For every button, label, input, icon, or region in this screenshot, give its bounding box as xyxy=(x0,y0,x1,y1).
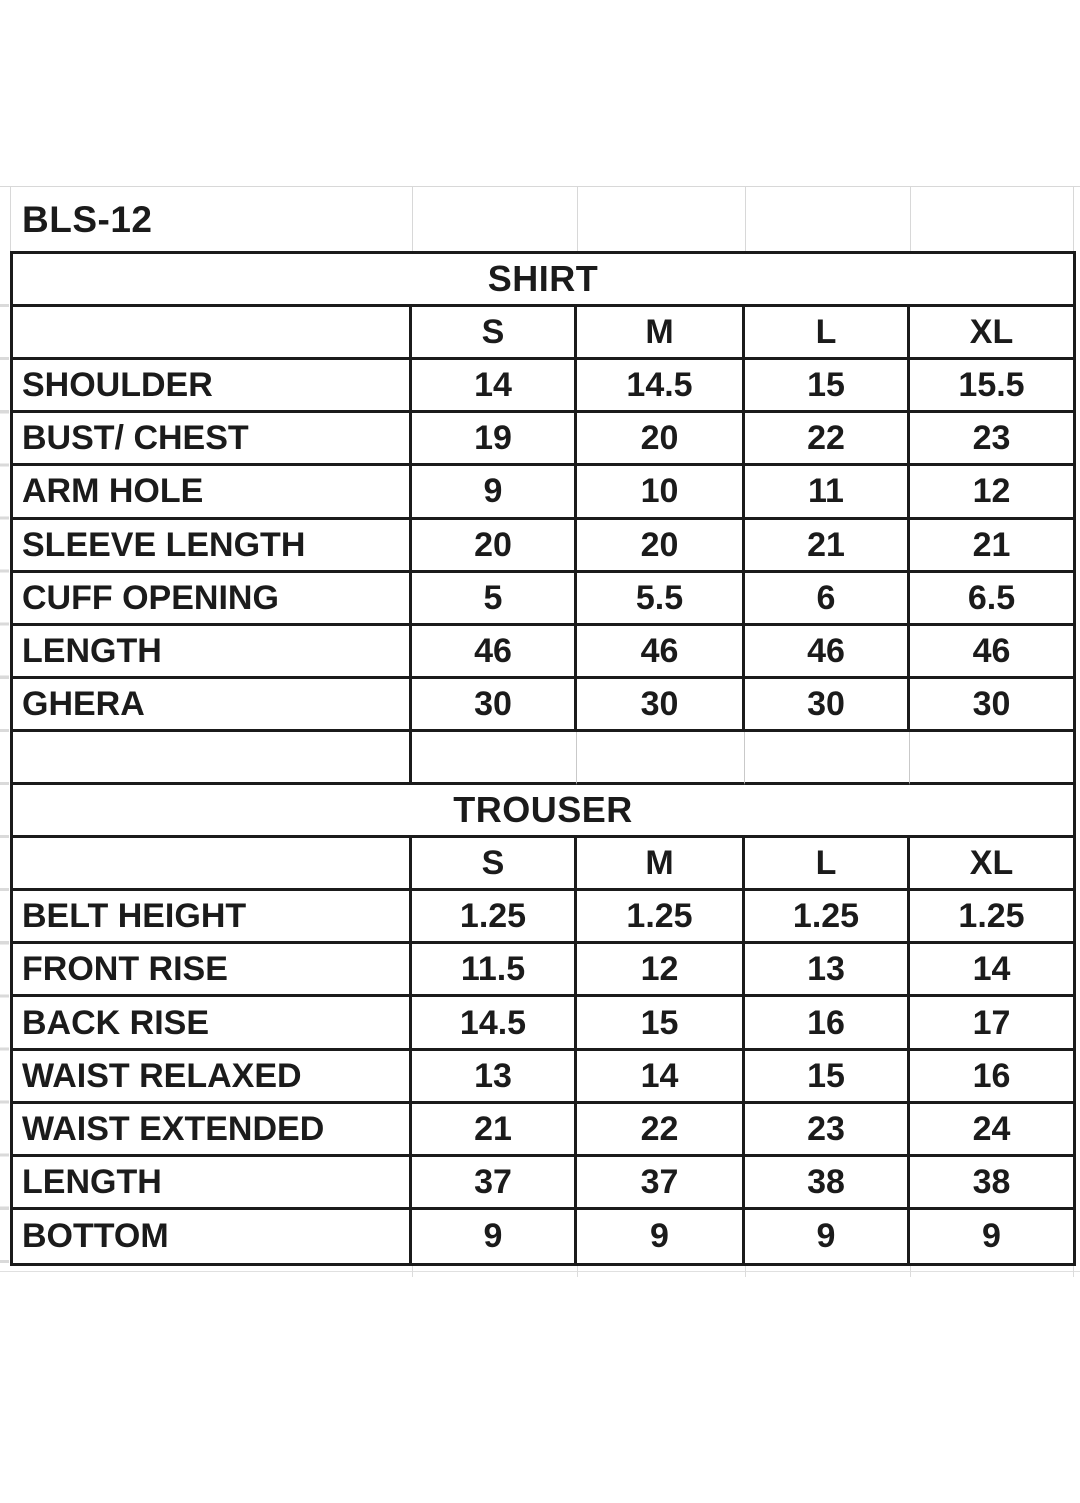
row-label: GHERA xyxy=(13,679,412,732)
size-value: 6 xyxy=(745,573,910,626)
size-value: 1.25 xyxy=(412,891,577,944)
row-label: BACK RISE xyxy=(13,997,412,1050)
row-label: CUFF OPENING xyxy=(13,573,412,626)
size-value: 30 xyxy=(412,679,577,732)
faint-gridline-stub xyxy=(1073,1266,1074,1277)
spacer-cell xyxy=(412,732,577,785)
size-header-s: S xyxy=(412,307,577,360)
size-header-l: L xyxy=(745,307,910,360)
size-value: 11.5 xyxy=(412,944,577,997)
item-code-label: BLS-12 xyxy=(22,199,153,240)
size-header-empty-cell xyxy=(13,838,412,891)
spacer-cell xyxy=(13,732,412,785)
size-value: 46 xyxy=(577,626,745,679)
size-value: 37 xyxy=(577,1157,745,1210)
size-value: 13 xyxy=(745,944,910,997)
size-header-xl: XL xyxy=(910,307,1073,360)
size-value: 24 xyxy=(910,1104,1073,1157)
row-label: SLEEVE LENGTH xyxy=(13,520,412,573)
spacer-cell xyxy=(910,732,1073,785)
size-value: 14.5 xyxy=(412,997,577,1050)
size-value: 12 xyxy=(577,944,745,997)
size-value: 20 xyxy=(577,413,745,466)
row-label: WAIST RELAXED xyxy=(13,1051,412,1104)
size-value: 5 xyxy=(412,573,577,626)
faint-gridline-vertical xyxy=(1073,186,1074,252)
size-value: 21 xyxy=(910,520,1073,573)
row-label: ARM HOLE xyxy=(13,466,412,519)
size-value: 9 xyxy=(412,466,577,519)
size-value: 22 xyxy=(745,413,910,466)
faint-gridline-vertical xyxy=(412,186,413,252)
size-value: 9 xyxy=(412,1210,577,1263)
size-value: 20 xyxy=(412,520,577,573)
row-label: LENGTH xyxy=(13,1157,412,1210)
size-value: 1.25 xyxy=(577,891,745,944)
size-value: 21 xyxy=(745,520,910,573)
size-value: 38 xyxy=(745,1157,910,1210)
size-value: 15 xyxy=(745,1051,910,1104)
size-value: 20 xyxy=(577,520,745,573)
size-value: 14.5 xyxy=(577,360,745,413)
size-value: 9 xyxy=(982,1217,1001,1256)
faint-gridline-vertical xyxy=(577,186,578,252)
size-value: 17 xyxy=(910,997,1073,1050)
size-value: 38 xyxy=(910,1157,1073,1210)
faint-gridline-horizontal xyxy=(0,1271,1080,1272)
size-value: 6.5 xyxy=(910,573,1073,626)
row-label: BOTTOM xyxy=(13,1210,412,1263)
size-value: 13 xyxy=(412,1051,577,1104)
size-value: 5.5 xyxy=(577,573,745,626)
size-header-s: S xyxy=(412,838,577,891)
row-label: BUST/ CHEST xyxy=(13,413,412,466)
size-chart-table xyxy=(10,251,1076,1266)
spacer-cell xyxy=(745,732,910,785)
size-header-l: L xyxy=(745,838,910,891)
shirt-section-title: SHIRT xyxy=(13,254,1073,307)
size-header-m: M xyxy=(577,838,745,891)
row-label: LENGTH xyxy=(13,626,412,679)
size-value: 11 xyxy=(745,466,910,519)
row-label: SHOULDER xyxy=(13,360,412,413)
size-value: 15 xyxy=(745,360,910,413)
size-value: 19 xyxy=(412,413,577,466)
size-value: 30 xyxy=(910,679,1073,732)
faint-gridline-horizontal xyxy=(0,186,1080,187)
faint-gridline-stub xyxy=(745,1266,746,1277)
row-gridline-ticks xyxy=(0,254,9,1263)
size-value: 16 xyxy=(910,1051,1073,1104)
size-value: 46 xyxy=(745,626,910,679)
size-value: 23 xyxy=(745,1104,910,1157)
size-value: 30 xyxy=(577,679,745,732)
size-value: 1.25 xyxy=(745,891,910,944)
size-value: 16 xyxy=(745,997,910,1050)
size-value: 14 xyxy=(577,1051,745,1104)
size-value: 23 xyxy=(910,413,1073,466)
spacer-cell xyxy=(577,732,745,785)
size-value: 46 xyxy=(412,626,577,679)
size-value: 10 xyxy=(577,466,745,519)
faint-gridline-stub xyxy=(412,1266,413,1277)
size-value: 9 xyxy=(577,1210,745,1263)
size-value: 22 xyxy=(577,1104,745,1157)
size-header-empty-cell xyxy=(13,307,412,360)
faint-gridline-vertical xyxy=(910,186,911,252)
size-value: 37 xyxy=(412,1157,577,1210)
trouser-section-title: TROUSER xyxy=(13,785,1073,838)
size-value: 9 xyxy=(745,1210,910,1263)
row-label: WAIST EXTENDED xyxy=(13,1104,412,1157)
faint-gridline-vertical xyxy=(745,186,746,252)
faint-gridline-vertical xyxy=(10,186,11,252)
size-value: 14 xyxy=(412,360,577,413)
size-value: 15.5 xyxy=(910,360,1073,413)
size-value: 14 xyxy=(910,944,1073,997)
size-value: 1.25 xyxy=(910,891,1073,944)
faint-gridline-stub xyxy=(910,1266,911,1277)
size-value: 30 xyxy=(745,679,910,732)
size-value: 12 xyxy=(910,466,1073,519)
size-header-xl: XL xyxy=(910,838,1073,891)
row-label: FRONT RISE xyxy=(13,944,412,997)
size-value: 15 xyxy=(577,997,745,1050)
size-value: 21 xyxy=(412,1104,577,1157)
size-header-m: M xyxy=(577,307,745,360)
faint-gridline-stub xyxy=(577,1266,578,1277)
row-label: BELT HEIGHT xyxy=(13,891,412,944)
size-value: 46 xyxy=(910,626,1073,679)
